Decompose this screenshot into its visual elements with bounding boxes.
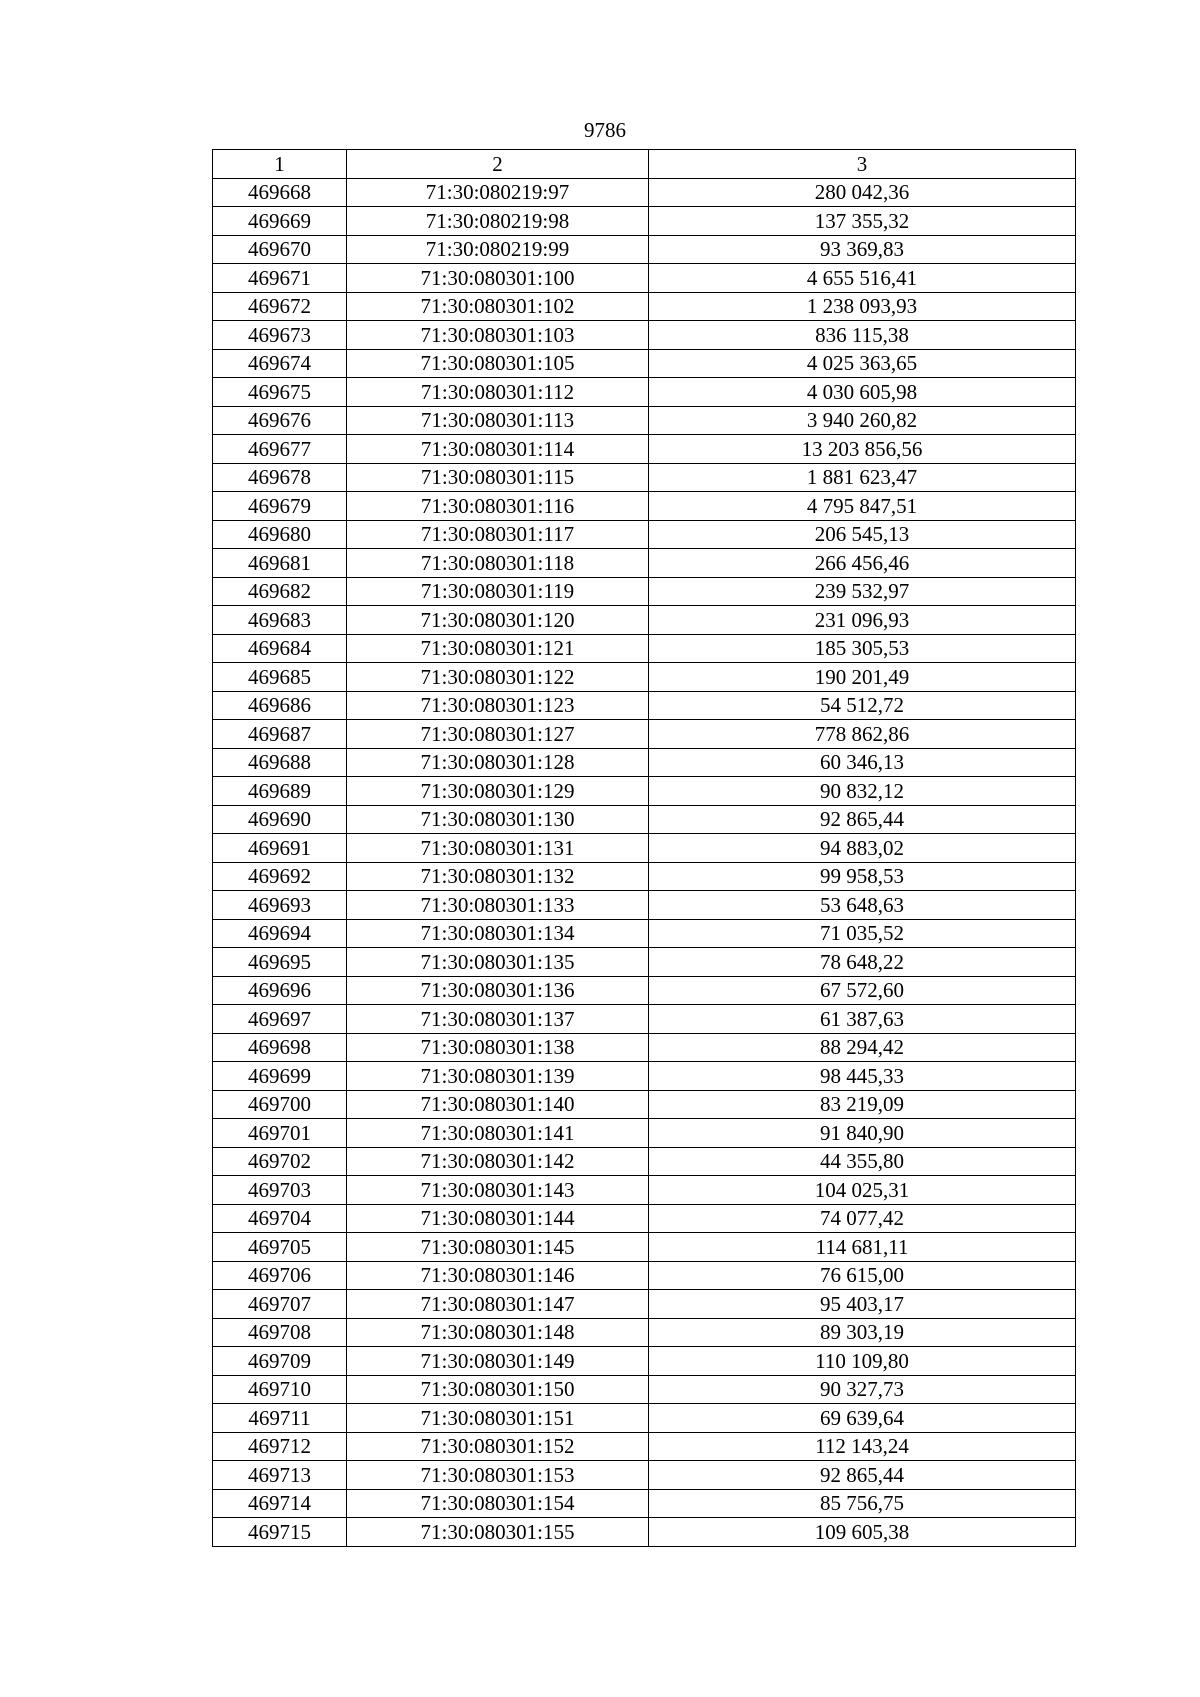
value-cell: 836 115,38 [649,321,1076,350]
row-number-cell: 469707 [213,1290,347,1319]
table-row [213,1318,1076,1347]
table-row [213,720,1076,749]
cadastral-number-cell: 71:30:080301:102 [347,292,649,321]
row-number-cell: 469695 [213,948,347,977]
row-number-cell: 469709 [213,1347,347,1376]
row-number-cell: 469689 [213,777,347,806]
value-cell: 206 545,13 [649,520,1076,549]
row-number-cell: 469687 [213,720,347,749]
row-number-cell: 469701 [213,1119,347,1148]
cadastral-number-cell: 71:30:080301:131 [347,834,649,863]
table-row [213,1176,1076,1205]
value-cell: 67 572,60 [649,976,1076,1005]
cadastral-number-cell: 71:30:080301:103 [347,321,649,350]
row-number-cell: 469673 [213,321,347,350]
row-number-cell: 469690 [213,805,347,834]
cadastral-number-cell: 71:30:080301:147 [347,1290,649,1319]
row-number-cell: 469712 [213,1432,347,1461]
table-row [213,264,1076,293]
table-row [213,1147,1076,1176]
cadastral-number-cell: 71:30:080301:141 [347,1119,649,1148]
cadastral-number-cell: 71:30:080301:134 [347,919,649,948]
value-cell: 110 109,80 [649,1347,1076,1376]
row-number-cell: 469692 [213,862,347,891]
table-row [213,891,1076,920]
value-cell: 104 025,31 [649,1176,1076,1205]
row-number-cell: 469688 [213,748,347,777]
table-row [213,1261,1076,1290]
table-row [213,691,1076,720]
value-cell: 98 445,33 [649,1062,1076,1091]
table-row [213,492,1076,521]
row-number-cell: 469681 [213,549,347,578]
value-cell: 71 035,52 [649,919,1076,948]
table-row [213,1461,1076,1490]
row-number-cell: 469706 [213,1261,347,1290]
cadastral-number-cell: 71:30:080219:98 [347,207,649,236]
cadastral-number-cell: 71:30:080301:151 [347,1404,649,1433]
table-row [213,976,1076,1005]
row-number-cell: 469696 [213,976,347,1005]
cadastral-number-cell: 71:30:080301:145 [347,1233,649,1262]
row-number-cell: 469691 [213,834,347,863]
cadastral-number-cell: 71:30:080301:136 [347,976,649,1005]
page-number-text: 9786 [584,118,626,142]
row-number-cell: 469700 [213,1090,347,1119]
cadastral-number-cell: 71:30:080301:120 [347,606,649,635]
table-row [213,406,1076,435]
cadastral-number-cell: 71:30:080301:155 [347,1518,649,1547]
table-row [213,378,1076,407]
table-row [213,748,1076,777]
table-row [213,805,1076,834]
cadastral-number-cell: 71:30:080301:135 [347,948,649,977]
cadastral-number-cell: 71:30:080219:99 [347,235,649,264]
value-cell: 1 238 093,93 [649,292,1076,321]
value-cell: 61 387,63 [649,1005,1076,1034]
row-number-cell: 469683 [213,606,347,635]
table-row [213,349,1076,378]
cadastral-number-cell: 71:30:080301:100 [347,264,649,293]
table-row [213,862,1076,891]
row-number-cell: 469711 [213,1404,347,1433]
row-number-cell: 469693 [213,891,347,920]
cadastral-number-cell: 71:30:080301:119 [347,577,649,606]
row-number-cell: 469699 [213,1062,347,1091]
value-cell: 4 030 605,98 [649,378,1076,407]
table-row [213,435,1076,464]
value-cell: 92 865,44 [649,805,1076,834]
value-cell: 54 512,72 [649,691,1076,720]
value-cell: 137 355,32 [649,207,1076,236]
cadastral-number-cell: 71:30:080301:142 [347,1147,649,1176]
value-cell: 112 143,24 [649,1432,1076,1461]
table-row [213,919,1076,948]
value-cell: 92 865,44 [649,1461,1076,1490]
row-number-cell: 469703 [213,1176,347,1205]
value-cell: 114 681,11 [649,1233,1076,1262]
cadastral-number-cell: 71:30:080301:118 [347,549,649,578]
data-table [212,149,1076,1547]
value-cell: 239 532,97 [649,577,1076,606]
value-cell: 60 346,13 [649,748,1076,777]
row-number-cell: 469714 [213,1489,347,1518]
table-body [213,150,1076,1547]
value-cell: 76 615,00 [649,1261,1076,1290]
cadastral-number-cell: 71:30:080301:138 [347,1033,649,1062]
table-row [213,1233,1076,1262]
row-number-cell: 469684 [213,634,347,663]
cadastral-number-cell: 71:30:080301:116 [347,492,649,521]
table-row [213,235,1076,264]
table-row [213,178,1076,207]
cadastral-number-cell: 71:30:080301:153 [347,1461,649,1490]
value-cell: 83 219,09 [649,1090,1076,1119]
value-cell: 1 881 623,47 [649,463,1076,492]
table-header-row [213,150,1076,179]
table-row [213,777,1076,806]
row-number-cell: 469686 [213,691,347,720]
cadastral-number-cell: 71:30:080301:114 [347,435,649,464]
table-row [213,577,1076,606]
row-number-cell: 469713 [213,1461,347,1490]
value-cell: 89 303,19 [649,1318,1076,1347]
value-cell: 85 756,75 [649,1489,1076,1518]
value-cell: 90 832,12 [649,777,1076,806]
value-cell: 78 648,22 [649,948,1076,977]
cadastral-number-cell: 71:30:080301:122 [347,663,649,692]
value-cell: 90 327,73 [649,1375,1076,1404]
column-header-3: 3 [649,150,1076,179]
value-cell: 69 639,64 [649,1404,1076,1433]
cadastral-number-cell: 71:30:080301:123 [347,691,649,720]
table-row [213,1518,1076,1547]
cadastral-number-cell: 71:30:080301:137 [347,1005,649,1034]
value-cell: 4 655 516,41 [649,264,1076,293]
row-number-cell: 469710 [213,1375,347,1404]
table-row [213,1119,1076,1148]
cadastral-number-cell: 71:30:080301:121 [347,634,649,663]
table-row [213,292,1076,321]
row-number-cell: 469668 [213,178,347,207]
table-row [213,321,1076,350]
row-number-cell: 469704 [213,1204,347,1233]
row-number-cell: 469682 [213,577,347,606]
row-number-cell: 469669 [213,207,347,236]
cadastral-number-cell: 71:30:080301:150 [347,1375,649,1404]
column-header-1: 1 [213,150,347,179]
row-number-cell: 469674 [213,349,347,378]
value-cell: 185 305,53 [649,634,1076,663]
value-cell: 109 605,38 [649,1518,1076,1547]
cadastral-number-cell: 71:30:080301:128 [347,748,649,777]
value-cell: 53 648,63 [649,891,1076,920]
row-number-cell: 469672 [213,292,347,321]
cadastral-number-cell: 71:30:080301:139 [347,1062,649,1091]
cadastral-number-cell: 71:30:080301:129 [347,777,649,806]
cadastral-number-cell: 71:30:080301:130 [347,805,649,834]
table-row [213,1432,1076,1461]
table-row [213,1005,1076,1034]
row-number-cell: 469685 [213,663,347,692]
cadastral-number-cell: 71:30:080301:144 [347,1204,649,1233]
table-row [213,948,1076,977]
row-number-cell: 469705 [213,1233,347,1262]
value-cell: 44 355,80 [649,1147,1076,1176]
cadastral-number-cell: 71:30:080301:133 [347,891,649,920]
page-number [0,118,1200,142]
value-cell: 3 940 260,82 [649,406,1076,435]
value-cell: 91 840,90 [649,1119,1076,1148]
cadastral-number-cell: 71:30:080301:146 [347,1261,649,1290]
value-cell: 231 096,93 [649,606,1076,635]
row-number-cell: 469697 [213,1005,347,1034]
value-cell: 266 456,46 [649,549,1076,578]
value-cell: 4 795 847,51 [649,492,1076,521]
value-cell: 99 958,53 [649,862,1076,891]
value-cell: 4 025 363,65 [649,349,1076,378]
table-row [213,207,1076,236]
table-row [213,1347,1076,1376]
value-cell: 74 077,42 [649,1204,1076,1233]
cadastral-number-cell: 71:30:080301:143 [347,1176,649,1205]
row-number-cell: 469694 [213,919,347,948]
row-number-cell: 469698 [213,1033,347,1062]
table-row [213,549,1076,578]
table-row [213,606,1076,635]
cadastral-number-cell: 71:30:080301:127 [347,720,649,749]
table-row [213,663,1076,692]
cadastral-number-cell: 71:30:080301:115 [347,463,649,492]
row-number-cell: 469715 [213,1518,347,1547]
row-number-cell: 469670 [213,235,347,264]
value-cell: 94 883,02 [649,834,1076,863]
row-number-cell: 469678 [213,463,347,492]
row-number-cell: 469676 [213,406,347,435]
value-cell: 93 369,83 [649,235,1076,264]
table-row [213,1062,1076,1091]
row-number-cell: 469677 [213,435,347,464]
value-cell: 95 403,17 [649,1290,1076,1319]
cadastral-number-cell: 71:30:080301:140 [347,1090,649,1119]
cadastral-number-cell: 71:30:080301:149 [347,1347,649,1376]
cadastral-number-cell: 71:30:080301:152 [347,1432,649,1461]
table-row [213,520,1076,549]
value-cell: 13 203 856,56 [649,435,1076,464]
cadastral-number-cell: 71:30:080301:154 [347,1489,649,1518]
table-row [213,1204,1076,1233]
cadastral-number-cell: 71:30:080301:112 [347,378,649,407]
row-number-cell: 469679 [213,492,347,521]
table-row [213,1375,1076,1404]
table-row [213,463,1076,492]
table-row [213,1290,1076,1319]
table-row [213,634,1076,663]
column-header-2: 2 [347,150,649,179]
value-cell: 778 862,86 [649,720,1076,749]
cadastral-number-cell: 71:30:080301:132 [347,862,649,891]
row-number-cell: 469671 [213,264,347,293]
table-row [213,834,1076,863]
cadastral-number-cell: 71:30:080219:97 [347,178,649,207]
table-row [213,1489,1076,1518]
row-number-cell: 469675 [213,378,347,407]
row-number-cell: 469708 [213,1318,347,1347]
table-row [213,1090,1076,1119]
table-row [213,1033,1076,1062]
cadastral-number-cell: 71:30:080301:148 [347,1318,649,1347]
cadastral-number-cell: 71:30:080301:117 [347,520,649,549]
cadastral-number-cell: 71:30:080301:113 [347,406,649,435]
value-cell: 190 201,49 [649,663,1076,692]
value-cell: 280 042,36 [649,178,1076,207]
row-number-cell: 469702 [213,1147,347,1176]
row-number-cell: 469680 [213,520,347,549]
table-row [213,1404,1076,1433]
cadastral-number-cell: 71:30:080301:105 [347,349,649,378]
value-cell: 88 294,42 [649,1033,1076,1062]
